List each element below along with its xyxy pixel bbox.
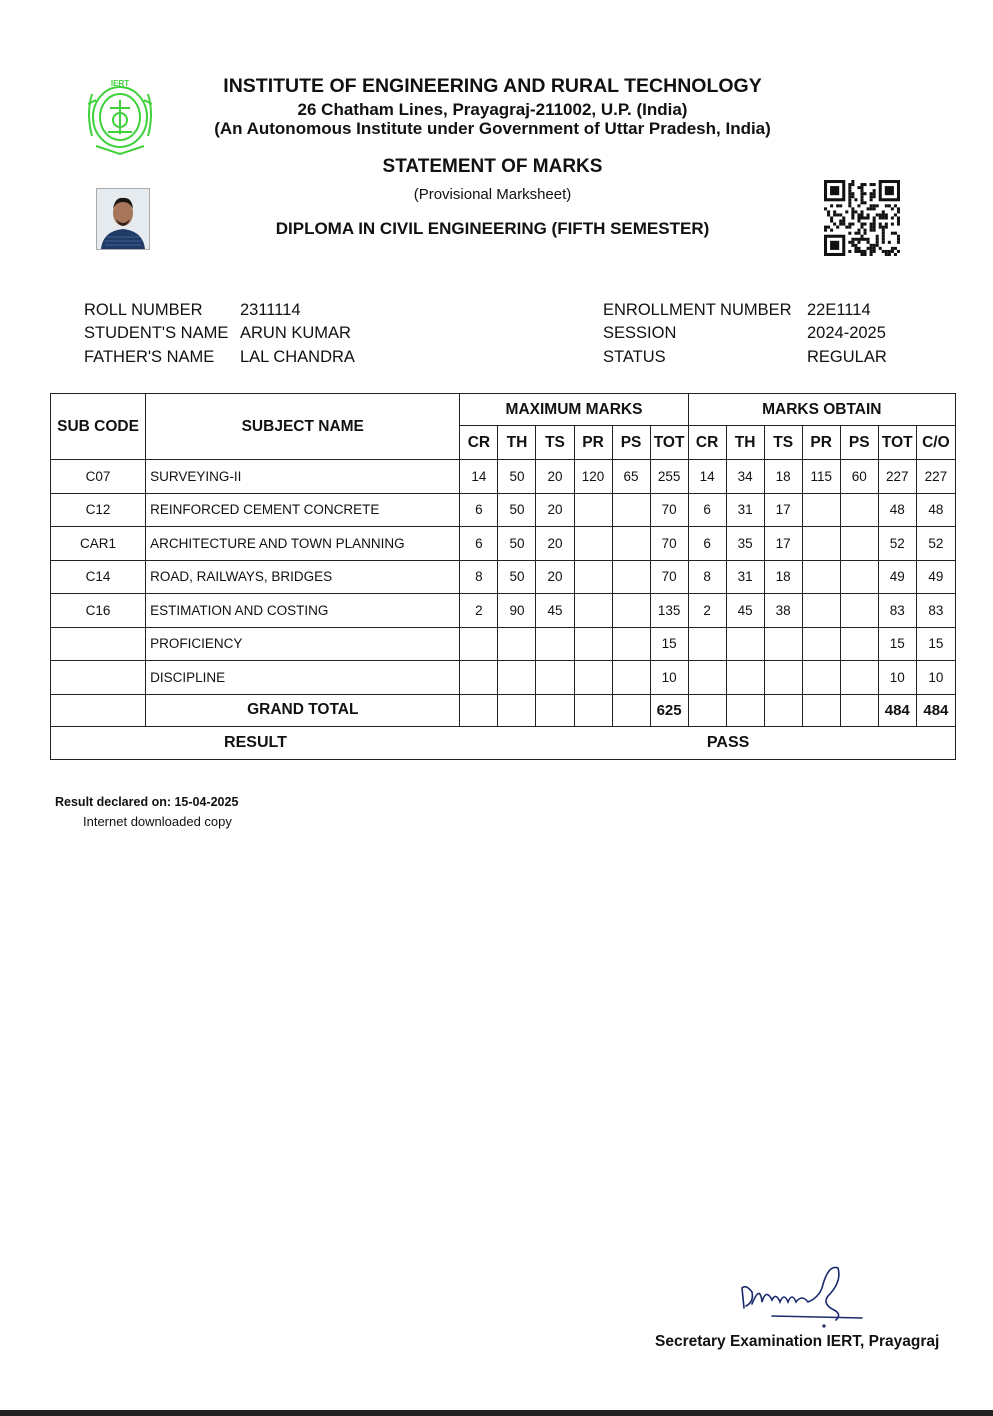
max-mark-cell: 8 xyxy=(460,560,498,594)
obtained-mark-cell: 52 xyxy=(878,527,916,561)
obt-col-header: PR xyxy=(802,426,840,460)
obt-col-header: TH xyxy=(726,426,764,460)
grand-total-max: 625 xyxy=(650,694,688,726)
obtained-mark-cell: 49 xyxy=(916,560,955,594)
obtained-mark-cell xyxy=(802,627,840,661)
obtained-mark-cell: 14 xyxy=(688,460,726,494)
max-col-header: TS xyxy=(536,426,574,460)
obtained-mark-cell: 35 xyxy=(726,527,764,561)
max-mark-cell xyxy=(612,661,650,695)
max-mark-cell xyxy=(574,560,612,594)
sub-code-cell: C12 xyxy=(51,493,146,527)
result-value: PASS xyxy=(460,726,956,759)
table-row xyxy=(51,493,956,527)
max-mark-cell xyxy=(460,627,498,661)
obtained-mark-cell xyxy=(802,560,840,594)
grand-total-carry-over: 484 xyxy=(916,694,955,726)
obtained-mark-cell: 31 xyxy=(726,560,764,594)
max-mark-cell: 14 xyxy=(460,460,498,494)
max-mark-cell xyxy=(574,594,612,628)
status-value: REGULAR xyxy=(807,348,887,366)
obtained-mark-cell: 6 xyxy=(688,527,726,561)
student-name-value: ARUN KUMAR xyxy=(240,324,351,342)
max-mark-cell: 65 xyxy=(612,460,650,494)
obtained-mark-cell: 10 xyxy=(916,661,955,695)
father-name-value: LAL CHANDRA xyxy=(240,348,355,366)
obtained-mark-cell: 52 xyxy=(916,527,955,561)
table-row xyxy=(51,594,956,628)
max-mark-cell: 90 xyxy=(498,594,536,628)
obt-col-header: TS xyxy=(764,426,802,460)
subject-name-header: SUBJECT NAME xyxy=(146,394,460,460)
father-name-label: FATHER'S NAME xyxy=(84,348,215,366)
max-mark-cell: 20 xyxy=(536,560,574,594)
max-mark-cell xyxy=(574,661,612,695)
subject-name-cell: ARCHITECTURE AND TOWN PLANNING xyxy=(146,527,460,561)
max-mark-cell xyxy=(612,560,650,594)
obtained-mark-cell: 45 xyxy=(726,594,764,628)
obtained-mark-cell: 227 xyxy=(916,460,955,494)
max-mark-cell: 6 xyxy=(460,493,498,527)
obtained-mark-cell: 31 xyxy=(726,493,764,527)
obtained-mark-cell xyxy=(802,527,840,561)
table-row xyxy=(51,661,956,695)
subject-name-cell: DISCIPLINE xyxy=(146,661,460,695)
max-col-header: PR xyxy=(574,426,612,460)
obtained-mark-cell xyxy=(802,493,840,527)
subject-name-cell: PROFICIENCY xyxy=(146,627,460,661)
download-note: Internet downloaded copy xyxy=(83,814,232,829)
obtained-mark-cell xyxy=(840,661,878,695)
max-mark-cell: 50 xyxy=(498,560,536,594)
max-mark-cell: 45 xyxy=(536,594,574,628)
signature xyxy=(732,1258,872,1338)
obtained-mark-cell: 38 xyxy=(764,594,802,628)
obtained-mark-cell: 18 xyxy=(764,560,802,594)
max-mark-cell xyxy=(612,594,650,628)
obtained-mark-cell: 17 xyxy=(764,493,802,527)
obtained-mark-cell xyxy=(840,527,878,561)
session-value: 2024-2025 xyxy=(807,324,886,342)
logo-text: IERT xyxy=(110,79,130,88)
max-mark-cell: 70 xyxy=(650,493,688,527)
obtained-mark-cell: 60 xyxy=(840,460,878,494)
max-mark-cell: 50 xyxy=(498,460,536,494)
session-label: SESSION xyxy=(603,324,677,342)
obtained-mark-cell: 8 xyxy=(688,560,726,594)
maximum-marks-header: MAXIMUM MARKS xyxy=(460,394,688,426)
signatory-title: Secretary Examination IERT, Prayagraj xyxy=(655,1333,940,1350)
grand-total-label: GRAND TOTAL xyxy=(146,694,460,726)
obtained-mark-cell: 10 xyxy=(878,661,916,695)
sub-code-cell xyxy=(51,627,146,661)
max-mark-cell xyxy=(612,493,650,527)
max-mark-cell xyxy=(574,493,612,527)
obtained-mark-cell xyxy=(840,594,878,628)
max-col-header: PS xyxy=(612,426,650,460)
enrollment-number-value: 22E1114 xyxy=(807,301,871,319)
sub-code-cell: C14 xyxy=(51,560,146,594)
obt-col-header: TOT xyxy=(878,426,916,460)
status-label: STATUS xyxy=(603,348,666,366)
obt-col-header: C/O xyxy=(916,426,955,460)
enrollment-number-label: ENROLLMENT NUMBER xyxy=(603,301,792,319)
max-mark-cell xyxy=(536,661,574,695)
max-mark-cell: 6 xyxy=(460,527,498,561)
max-mark-cell: 135 xyxy=(650,594,688,628)
obtained-mark-cell: 15 xyxy=(878,627,916,661)
max-mark-cell: 120 xyxy=(574,460,612,494)
institute-title: INSTITUTE OF ENGINEERING AND RURAL TECHNOLOGY xyxy=(223,75,762,97)
subject-name-cell: SURVEYING-II xyxy=(146,460,460,494)
max-mark-cell: 2 xyxy=(460,594,498,628)
grand-total-obtained: 484 xyxy=(878,694,916,726)
roll-number-label: ROLL NUMBER xyxy=(84,301,203,319)
max-col-header: TOT xyxy=(650,426,688,460)
table-row xyxy=(51,527,956,561)
max-mark-cell xyxy=(574,627,612,661)
page-bottom-border xyxy=(0,1410,993,1416)
document-title: STATEMENT OF MARKS xyxy=(382,156,603,177)
sub-code-cell: C16 xyxy=(51,594,146,628)
student-photo xyxy=(96,188,150,250)
obtained-mark-cell xyxy=(688,627,726,661)
obtained-mark-cell xyxy=(840,627,878,661)
sub-code-cell: CAR1 xyxy=(51,527,146,561)
obtained-mark-cell xyxy=(802,594,840,628)
obtained-mark-cell: 115 xyxy=(802,460,840,494)
obtained-mark-cell xyxy=(840,560,878,594)
institute-address: 26 Chatham Lines, Prayagraj-211002, U.P. (India) xyxy=(297,100,688,119)
max-mark-cell: 15 xyxy=(650,627,688,661)
result-label: RESULT xyxy=(51,726,460,759)
student-name-label: STUDENT'S NAME xyxy=(84,324,229,342)
obt-col-header: PS xyxy=(840,426,878,460)
obtained-mark-cell xyxy=(802,661,840,695)
subject-name-cell: REINFORCED CEMENT CONCRETE xyxy=(146,493,460,527)
obtained-mark-cell: 227 xyxy=(878,460,916,494)
obtained-mark-cell: 2 xyxy=(688,594,726,628)
grand-total-row xyxy=(51,694,956,726)
result-row xyxy=(51,726,956,759)
result-declared-date: Result declared on: 15-04-2025 xyxy=(55,795,239,809)
sub-code-header: SUB CODE xyxy=(51,394,146,460)
obtained-mark-cell: 49 xyxy=(878,560,916,594)
obtained-mark-cell: 15 xyxy=(916,627,955,661)
obtained-mark-cell: 48 xyxy=(916,493,955,527)
obtained-mark-cell: 18 xyxy=(764,460,802,494)
marks-obtain-header: MARKS OBTAIN xyxy=(688,394,955,426)
grand-total-blank xyxy=(51,694,146,726)
obt-col-header: CR xyxy=(688,426,726,460)
document-subtitle: (Provisional Marksheet) xyxy=(413,186,572,203)
max-mark-cell xyxy=(612,527,650,561)
obtained-mark-cell xyxy=(764,661,802,695)
max-col-header: TH xyxy=(498,426,536,460)
max-mark-cell: 20 xyxy=(536,527,574,561)
obtained-mark-cell: 83 xyxy=(916,594,955,628)
obtained-mark-cell: 83 xyxy=(878,594,916,628)
table-row xyxy=(51,460,956,494)
course-title: DIPLOMA IN CIVIL ENGINEERING (FIFTH SEMESTER) xyxy=(275,219,710,238)
subject-name-cell: ESTIMATION AND COSTING xyxy=(146,594,460,628)
max-mark-cell xyxy=(460,661,498,695)
obtained-mark-cell xyxy=(840,493,878,527)
max-mark-cell: 10 xyxy=(650,661,688,695)
max-mark-cell: 20 xyxy=(536,493,574,527)
obtained-mark-cell xyxy=(688,661,726,695)
obtained-mark-cell xyxy=(726,627,764,661)
sub-code-cell: C07 xyxy=(51,460,146,494)
max-mark-cell xyxy=(498,661,536,695)
marks-table xyxy=(50,393,956,760)
obtained-mark-cell xyxy=(764,627,802,661)
max-mark-cell xyxy=(612,627,650,661)
table-row xyxy=(51,560,956,594)
obtained-mark-cell: 17 xyxy=(764,527,802,561)
table-row xyxy=(51,627,956,661)
obtained-mark-cell: 48 xyxy=(878,493,916,527)
max-mark-cell: 70 xyxy=(650,560,688,594)
max-mark-cell: 20 xyxy=(536,460,574,494)
institute-subtitle: (An Autonomous Institute under Government of Uttar Pradesh, India) xyxy=(214,119,771,138)
sub-code-cell xyxy=(51,661,146,695)
max-mark-cell: 255 xyxy=(650,460,688,494)
qr-code-icon xyxy=(824,180,904,256)
roll-number-value: 2311114 xyxy=(240,301,301,319)
obtained-mark-cell: 6 xyxy=(688,493,726,527)
obtained-mark-cell: 34 xyxy=(726,460,764,494)
max-col-header: CR xyxy=(460,426,498,460)
max-mark-cell: 50 xyxy=(498,527,536,561)
max-mark-cell xyxy=(574,527,612,561)
max-mark-cell: 70 xyxy=(650,527,688,561)
max-mark-cell xyxy=(536,627,574,661)
subject-name-cell: ROAD, RAILWAYS, BRIDGES xyxy=(146,560,460,594)
obtained-mark-cell xyxy=(726,661,764,695)
max-mark-cell xyxy=(498,627,536,661)
max-mark-cell: 50 xyxy=(498,493,536,527)
